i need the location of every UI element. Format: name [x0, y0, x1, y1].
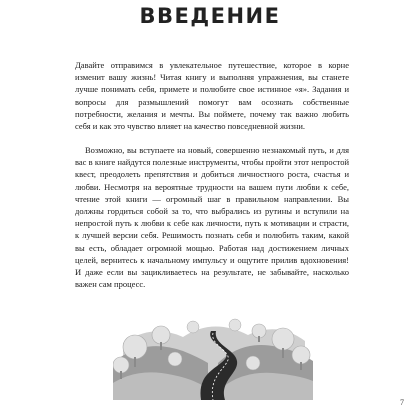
paragraph-intro: Давайте отправимся в увлекательное путешествие, которое в корне изменит вашу жизнь! Читая книгу и выполняя упражнения, вы станете лучше понимать себя, примете и полюбите свое истинное «я». Задания и вопросы для размышлений помогут вам осознать собственные потребности, желания и мечты. Вы поймете, почему так важно любить себя и как это чувство влияет на качество повседневной жизни. [75, 60, 349, 132]
road-landscape-illustration [113, 303, 313, 400]
paragraph-journey: Возможно, вы вступаете на новый, совершенно незнакомый путь, и для вас в книге найдутся полезные инструменты, чтобы пройти этот непростой квест, преодолеть препятствия и добиться личностного роста, счастья и любви. Несмотря на вероятные трудности на вашем пути любви к себе, чтение этой книги — огромный шаг в правильном направлении. Вы должны гордиться собой за то, что выбрались из рутины и вступили на непростой путь к любви к себе как личности, путь к мотивации и страсти, к лучшей версии себя. Решимость познать себя и полюбить таким, какой вы есть, обладает огромной мощью. Работая над достижением личных целей, вернитесь к начальному импульсу и ощутите прилив вдохновения! И даже если вы зацикливаетесь на результате, не забывайте, насколько важен сам процесс. [75, 145, 349, 290]
page-number: 7 [400, 398, 404, 407]
chapter-heading: ВВЕДЕНИЕ [139, 4, 281, 28]
